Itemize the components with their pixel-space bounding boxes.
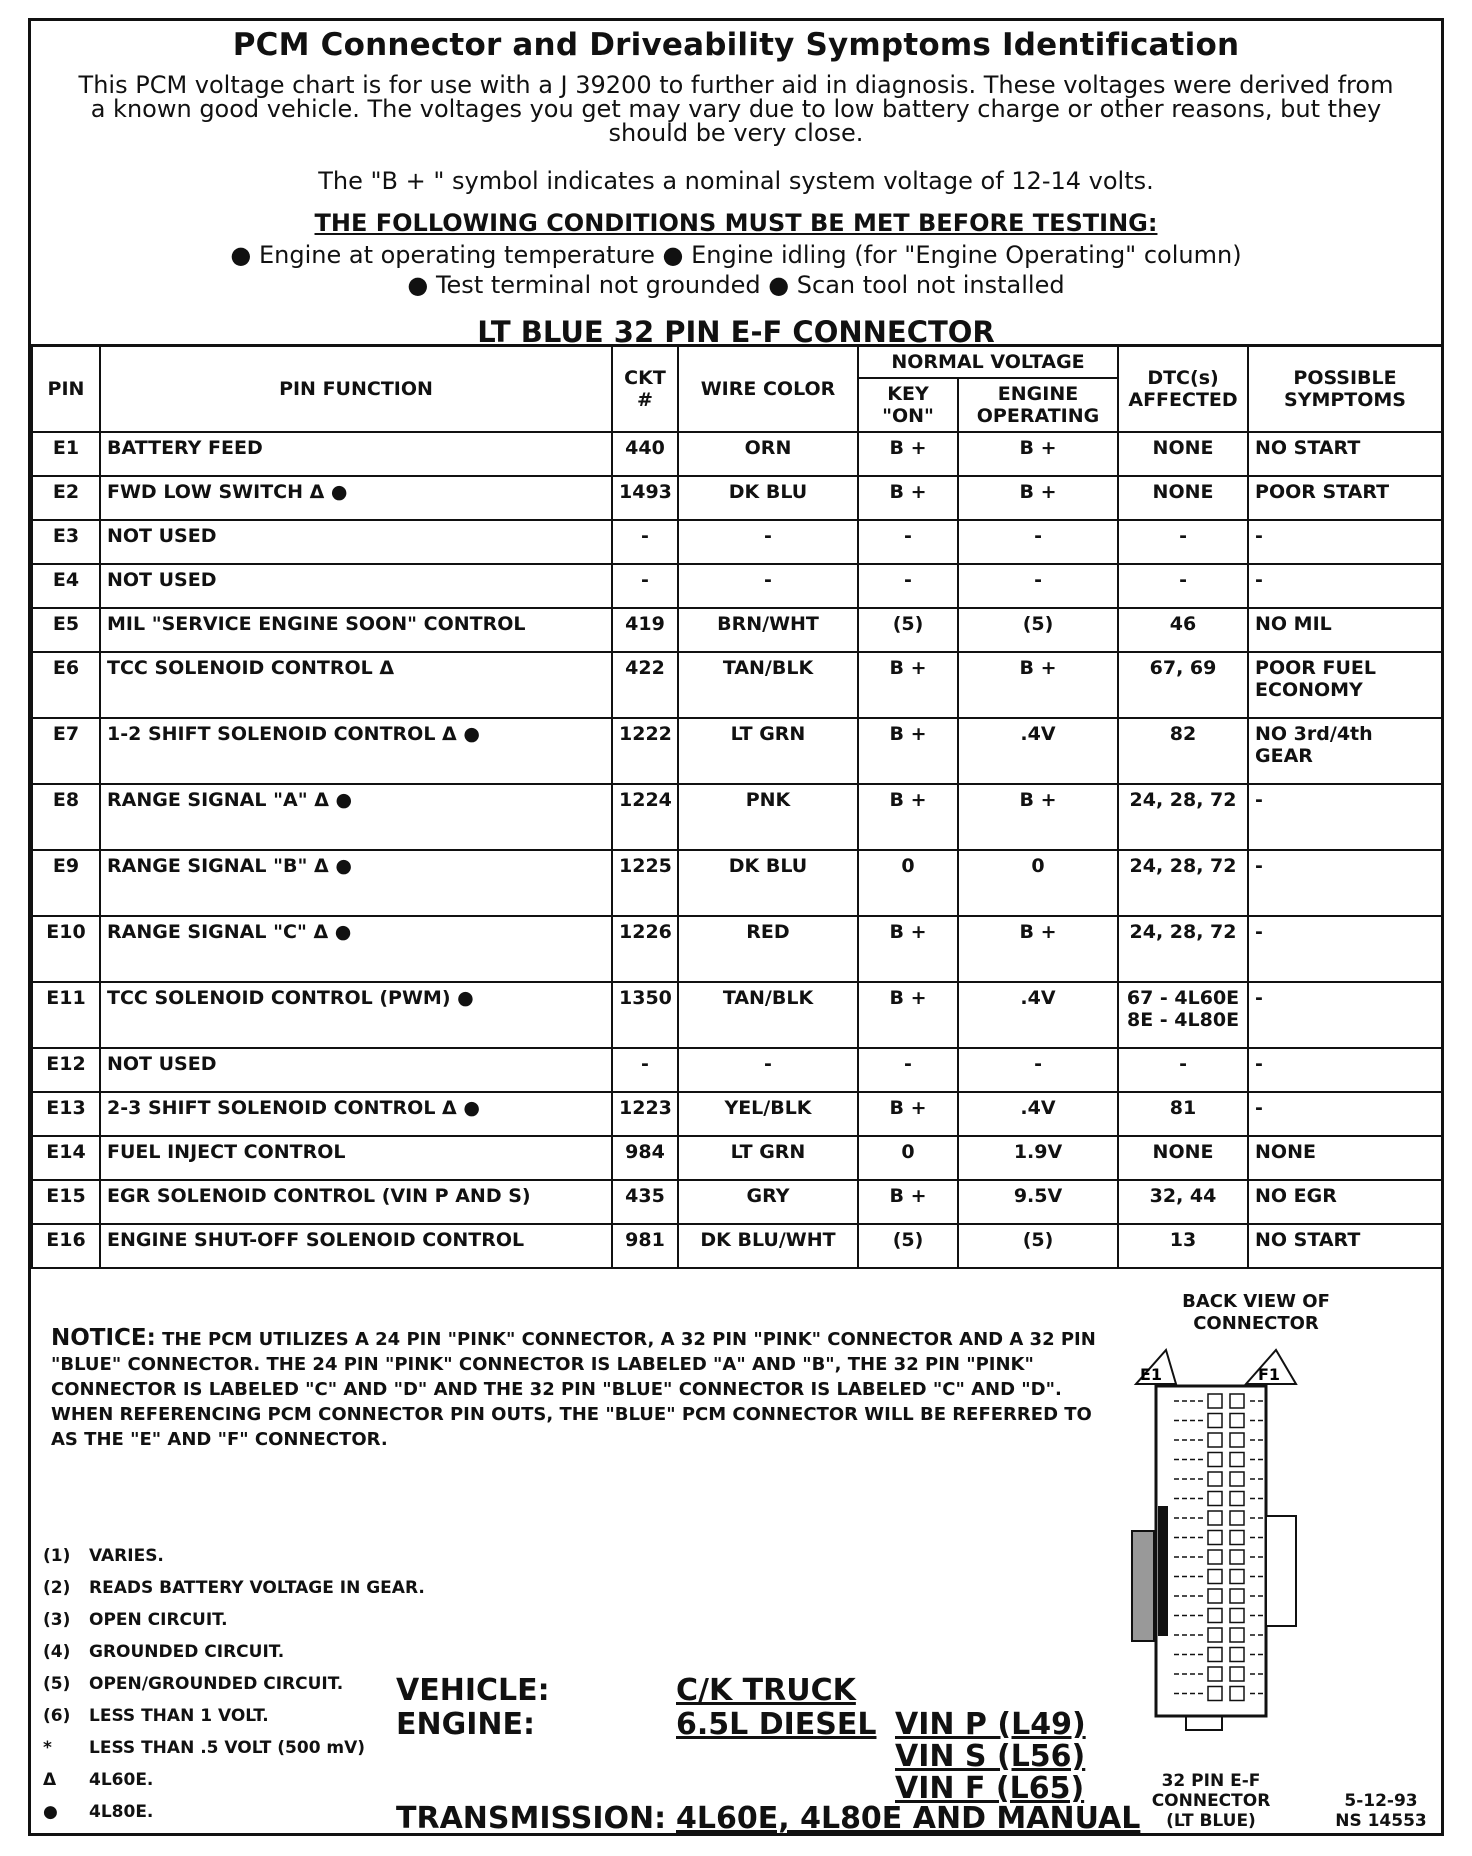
- cell-key: B +: [858, 1092, 958, 1136]
- cell-function: FUEL INJECT CONTROL: [100, 1136, 612, 1180]
- cell-dtc: 67, 69: [1118, 652, 1248, 718]
- cell-ckt: -: [612, 520, 678, 564]
- cell-sym: -: [1248, 916, 1442, 982]
- cell-wire: -: [678, 520, 858, 564]
- conditions-line-2: ● Test terminal not grounded ● Scan tool not installed: [407, 271, 1065, 299]
- cell-eng: (5): [958, 608, 1118, 652]
- cell-eng: .4V: [958, 1092, 1118, 1136]
- header-engine-operating: ENGINE OPERATING: [958, 378, 1118, 432]
- cell-key: -: [858, 564, 958, 608]
- cell-pin: E8: [32, 784, 100, 850]
- cell-wire: DK BLU: [678, 850, 858, 916]
- cell-wire: TAN/BLK: [678, 652, 858, 718]
- cell-function: 1-2 SHIFT SOLENOID CONTROL Δ ●: [100, 718, 612, 784]
- cell-function: 2-3 SHIFT SOLENOID CONTROL Δ ●: [100, 1092, 612, 1136]
- notice-text: THE PCM UTILIZES A 24 PIN "PINK" CONNECTOR, A 32 PIN "PINK" CONNECTOR AND A 32 PIN "BLUE" CONNECTOR. THE 24 PIN "PINK" CONNECTOR IS LABELED "A" AND "B", THE 32 PIN "PINK" CONNECTOR IS LABELED "C" AND "D" AND THE 32 PIN "BLUE" CONNECTOR IS LABELED "C" AND "D". WHEN REFERENCING PCM CONNECTOR PIN OUTS, THE "BLUE" PCM CONNECTOR WILL BE REFERRED TO AS THE "E" AND "F" CONNECTOR.: [51, 1329, 1096, 1450]
- cell-eng: -: [958, 1048, 1118, 1092]
- cell-key: B +: [858, 476, 958, 520]
- cell-eng: B +: [958, 784, 1118, 850]
- cell-key: B +: [858, 982, 958, 1048]
- connector-diagram: [1126, 1346, 1336, 1766]
- cell-ckt: -: [612, 1048, 678, 1092]
- cell-dtc: 24, 28, 72: [1118, 916, 1248, 982]
- table-row: [32, 850, 1442, 916]
- intro-text: This PCM voltage chart is for use with a J 39200 to further aid in diagnosis. These voltages were derived from a known good vehicle. The voltages you get may vary due to low battery charge or other reasons, but they should be very close.: [78, 71, 1394, 147]
- conditions-line-1: ● Engine at operating temperature ● Engine idling (for "Engine Operating" column): [230, 241, 1242, 269]
- cell-eng: .4V: [958, 718, 1118, 784]
- header-ckt: CKT #: [612, 346, 678, 433]
- header-symptoms: POSSIBLE SYMPTOMS: [1248, 346, 1442, 433]
- table-row: [32, 1224, 1442, 1268]
- legend-key: *: [43, 1738, 52, 1758]
- cell-function: NOT USED: [100, 564, 612, 608]
- cell-wire: DK BLU/WHT: [678, 1224, 858, 1268]
- cell-key: 0: [858, 850, 958, 916]
- legend-text: LESS THAN .5 VOLT (500 mV): [89, 1738, 366, 1758]
- cell-ckt: 984: [612, 1136, 678, 1180]
- table-row: [32, 718, 1442, 784]
- table-row: [32, 564, 1442, 608]
- e1-label: E1: [1140, 1365, 1163, 1384]
- table-row: [32, 784, 1442, 850]
- cell-sym: NO MIL: [1248, 608, 1442, 652]
- cell-wire: LT GRN: [678, 1136, 858, 1180]
- cell-wire: YEL/BLK: [678, 1092, 858, 1136]
- table-row: [32, 432, 1442, 476]
- legend-note: [43, 1578, 425, 1610]
- legend-text: GROUNDED CIRCUIT.: [89, 1642, 285, 1662]
- conditions-heading: THE FOLLOWING CONDITIONS MUST BE MET BEFORE TESTING:: [314, 209, 1158, 237]
- header-function: PIN FUNCTION: [100, 346, 612, 433]
- cell-ckt: 1350: [612, 982, 678, 1048]
- notice-heading: NOTICE:: [51, 1325, 156, 1351]
- cell-function: ENGINE SHUT-OFF SOLENOID CONTROL: [100, 1224, 612, 1268]
- cell-sym: -: [1248, 784, 1442, 850]
- cell-pin: E1: [32, 432, 100, 476]
- cell-sym: POOR FUEL ECONOMY: [1248, 652, 1442, 718]
- header-dtc: DTC(s) AFFECTED: [1118, 346, 1248, 433]
- legend-note: [43, 1738, 425, 1770]
- cell-eng: 0: [958, 850, 1118, 916]
- cell-dtc: -: [1118, 564, 1248, 608]
- pin-table: [31, 344, 1443, 1269]
- cell-key: B +: [858, 1180, 958, 1224]
- header-wire-color: WIRE COLOR: [678, 346, 858, 433]
- legend-note: [43, 1802, 425, 1834]
- legend-note: [43, 1610, 425, 1642]
- cell-pin: E2: [32, 476, 100, 520]
- cell-wire: BRN/WHT: [678, 608, 858, 652]
- engine-label: ENGINE:: [396, 1707, 535, 1742]
- cell-sym: NO START: [1248, 432, 1442, 476]
- cell-pin: E7: [32, 718, 100, 784]
- cell-eng: B +: [958, 916, 1118, 982]
- table-row: [32, 652, 1442, 718]
- cell-ckt: 1222: [612, 718, 678, 784]
- cell-wire: -: [678, 564, 858, 608]
- cell-wire: ORN: [678, 432, 858, 476]
- table-row: [32, 1136, 1442, 1180]
- legend-key: (5): [43, 1674, 71, 1694]
- cell-dtc: NONE: [1118, 432, 1248, 476]
- vin-s: VIN S (L56): [895, 1739, 1086, 1774]
- cell-eng: 1.9V: [958, 1136, 1118, 1180]
- cell-pin: E3: [32, 520, 100, 564]
- legend-text: OPEN CIRCUIT.: [89, 1610, 228, 1630]
- cell-eng: B +: [958, 652, 1118, 718]
- cell-sym: -: [1248, 982, 1442, 1048]
- cell-ckt: 1226: [612, 916, 678, 982]
- legend-text: VARIES.: [89, 1546, 164, 1566]
- table-row: [32, 520, 1442, 564]
- table-row: [32, 1180, 1442, 1224]
- cell-pin: E14: [32, 1136, 100, 1180]
- cell-ckt: 1225: [612, 850, 678, 916]
- cell-dtc: -: [1118, 1048, 1248, 1092]
- legend-text: 4L80E.: [89, 1802, 154, 1822]
- cell-key: 0: [858, 1136, 958, 1180]
- cell-wire: LT GRN: [678, 718, 858, 784]
- cell-function: FWD LOW SWITCH Δ ●: [100, 476, 612, 520]
- transmission-label: TRANSMISSION:: [396, 1801, 667, 1836]
- cell-sym: -: [1248, 1048, 1442, 1092]
- cell-key: B +: [858, 784, 958, 850]
- cell-sym: NO EGR: [1248, 1180, 1442, 1224]
- legend-text: 4L60E.: [89, 1770, 154, 1790]
- cell-pin: E4: [32, 564, 100, 608]
- cell-wire: RED: [678, 916, 858, 982]
- cell-sym: -: [1248, 1092, 1442, 1136]
- legend-key: (4): [43, 1642, 71, 1662]
- cell-wire: TAN/BLK: [678, 982, 858, 1048]
- cell-ckt: 1223: [612, 1092, 678, 1136]
- cell-wire: PNK: [678, 784, 858, 850]
- cell-key: (5): [858, 608, 958, 652]
- legend-notes: [43, 1546, 425, 1834]
- table-row: [32, 608, 1442, 652]
- cell-sym: NO 3rd/4th GEAR: [1248, 718, 1442, 784]
- cell-eng: (5): [958, 1224, 1118, 1268]
- legend-text: OPEN/GROUNDED CIRCUIT.: [89, 1674, 344, 1694]
- cell-key: B +: [858, 432, 958, 476]
- cell-ckt: 981: [612, 1224, 678, 1268]
- legend-key: ●: [43, 1802, 58, 1822]
- cell-function: NOT USED: [100, 1048, 612, 1092]
- cell-pin: E13: [32, 1092, 100, 1136]
- legend-text: LESS THAN 1 VOLT.: [89, 1706, 269, 1726]
- header-key-on: KEY "ON": [858, 378, 958, 432]
- bplus-note: The "B + " symbol indicates a nominal system voltage of 12-14 volts.: [318, 167, 1154, 195]
- cell-ckt: 440: [612, 432, 678, 476]
- legend-key: (3): [43, 1610, 71, 1630]
- cell-eng: -: [958, 520, 1118, 564]
- legend-note: [43, 1642, 425, 1674]
- cell-dtc: NONE: [1118, 476, 1248, 520]
- cell-pin: E5: [32, 608, 100, 652]
- cell-sym: NO START: [1248, 1224, 1442, 1268]
- cell-pin: E16: [32, 1224, 100, 1268]
- cell-ckt: 435: [612, 1180, 678, 1224]
- cell-sym: -: [1248, 520, 1442, 564]
- cell-pin: E11: [32, 982, 100, 1048]
- cell-dtc: -: [1118, 520, 1248, 564]
- cell-function: NOT USED: [100, 520, 612, 564]
- cell-pin: E15: [32, 1180, 100, 1224]
- cell-wire: -: [678, 1048, 858, 1092]
- cell-pin: E10: [32, 916, 100, 982]
- connector-title: LT BLUE 32 PIN E-F CONNECTOR: [477, 315, 995, 349]
- cell-dtc: 32, 44: [1118, 1180, 1248, 1224]
- doc-number: NS 14553: [1335, 1811, 1427, 1831]
- cell-key: -: [858, 1048, 958, 1092]
- legend-key: Δ: [43, 1770, 57, 1790]
- page-title: PCM Connector and Driveability Symptoms Identification: [232, 27, 1240, 63]
- cell-dtc: 24, 28, 72: [1118, 784, 1248, 850]
- cell-dtc: 13: [1118, 1224, 1248, 1268]
- cell-key: -: [858, 520, 958, 564]
- cell-ckt: -: [612, 564, 678, 608]
- cell-wire: GRY: [678, 1180, 858, 1224]
- vehicle-label: VEHICLE:: [396, 1673, 550, 1708]
- doc-date: 5-12-93: [1344, 1791, 1418, 1811]
- engine-value: 6.5L DIESEL: [676, 1707, 877, 1742]
- legend-key: (2): [43, 1578, 71, 1598]
- cell-sym: POOR START: [1248, 476, 1442, 520]
- table-row: [32, 476, 1442, 520]
- header: [31, 21, 1441, 349]
- cell-key: B +: [858, 652, 958, 718]
- cell-ckt: 1493: [612, 476, 678, 520]
- cell-function: RANGE SIGNAL "C" Δ ●: [100, 916, 612, 982]
- cell-ckt: 422: [612, 652, 678, 718]
- cell-ckt: 1224: [612, 784, 678, 850]
- cell-ckt: 419: [612, 608, 678, 652]
- table-row: [32, 1048, 1442, 1092]
- legend-key: (1): [43, 1546, 71, 1566]
- header-pin: PIN: [32, 346, 100, 433]
- document-frame: [28, 18, 1444, 1836]
- cell-function: RANGE SIGNAL "A" Δ ●: [100, 784, 612, 850]
- legend-note: [43, 1546, 425, 1578]
- header-normal-voltage: NORMAL VOLTAGE: [858, 346, 1118, 379]
- cell-function: BATTERY FEED: [100, 432, 612, 476]
- cell-sym: -: [1248, 564, 1442, 608]
- cell-dtc: 46: [1118, 608, 1248, 652]
- f1-label: F1: [1258, 1365, 1281, 1384]
- notice: [51, 1326, 1116, 1452]
- legend-key: (6): [43, 1706, 71, 1726]
- pin-table-body: [32, 432, 1442, 1268]
- cell-sym: -: [1248, 850, 1442, 916]
- cell-dtc: NONE: [1118, 1136, 1248, 1180]
- cell-pin: E6: [32, 652, 100, 718]
- cell-eng: B +: [958, 476, 1118, 520]
- cell-wire: DK BLU: [678, 476, 858, 520]
- cell-dtc: 24, 28, 72: [1118, 850, 1248, 916]
- transmission-value: 4L60E, 4L80E AND MANUAL: [676, 1801, 1141, 1836]
- cell-pin: E9: [32, 850, 100, 916]
- table-row: [32, 1092, 1442, 1136]
- cell-function: MIL "SERVICE ENGINE SOON" CONTROL: [100, 608, 612, 652]
- cell-function: RANGE SIGNAL "B" Δ ●: [100, 850, 612, 916]
- cell-key: B +: [858, 718, 958, 784]
- cell-function: TCC SOLENOID CONTROL (PWM) ●: [100, 982, 612, 1048]
- cell-pin: E12: [32, 1048, 100, 1092]
- legend-text: READS BATTERY VOLTAGE IN GEAR.: [89, 1578, 425, 1598]
- legend-note: [43, 1706, 425, 1738]
- legend-note: [43, 1770, 425, 1802]
- cell-key: B +: [858, 916, 958, 982]
- cell-eng: .4V: [958, 982, 1118, 1048]
- cell-eng: 9.5V: [958, 1180, 1118, 1224]
- doc-id: [1331, 1791, 1431, 1831]
- vin-f: VIN F (L65): [895, 1771, 1085, 1806]
- table-row: [32, 916, 1442, 982]
- table-row: [32, 982, 1442, 1048]
- connector-caption: 32 PIN E-F CONNECTOR (LT BLUE): [1151, 1771, 1271, 1831]
- cell-eng: B +: [958, 432, 1118, 476]
- cell-function: EGR SOLENOID CONTROL (VIN P AND S): [100, 1180, 612, 1224]
- cell-key: (5): [858, 1224, 958, 1268]
- legend-note: [43, 1674, 425, 1706]
- cell-sym: NONE: [1248, 1136, 1442, 1180]
- cell-dtc: 82: [1118, 718, 1248, 784]
- cell-function: TCC SOLENOID CONTROL Δ: [100, 652, 612, 718]
- cell-eng: -: [958, 564, 1118, 608]
- cell-dtc: 67 - 4L60E 8E - 4L80E: [1118, 982, 1248, 1048]
- vehicle-value: C/K TRUCK: [676, 1673, 856, 1708]
- back-view-label: BACK VIEW OF CONNECTOR: [1182, 1291, 1330, 1334]
- vin-p: VIN P (L49): [895, 1707, 1086, 1742]
- cell-dtc: 81: [1118, 1092, 1248, 1136]
